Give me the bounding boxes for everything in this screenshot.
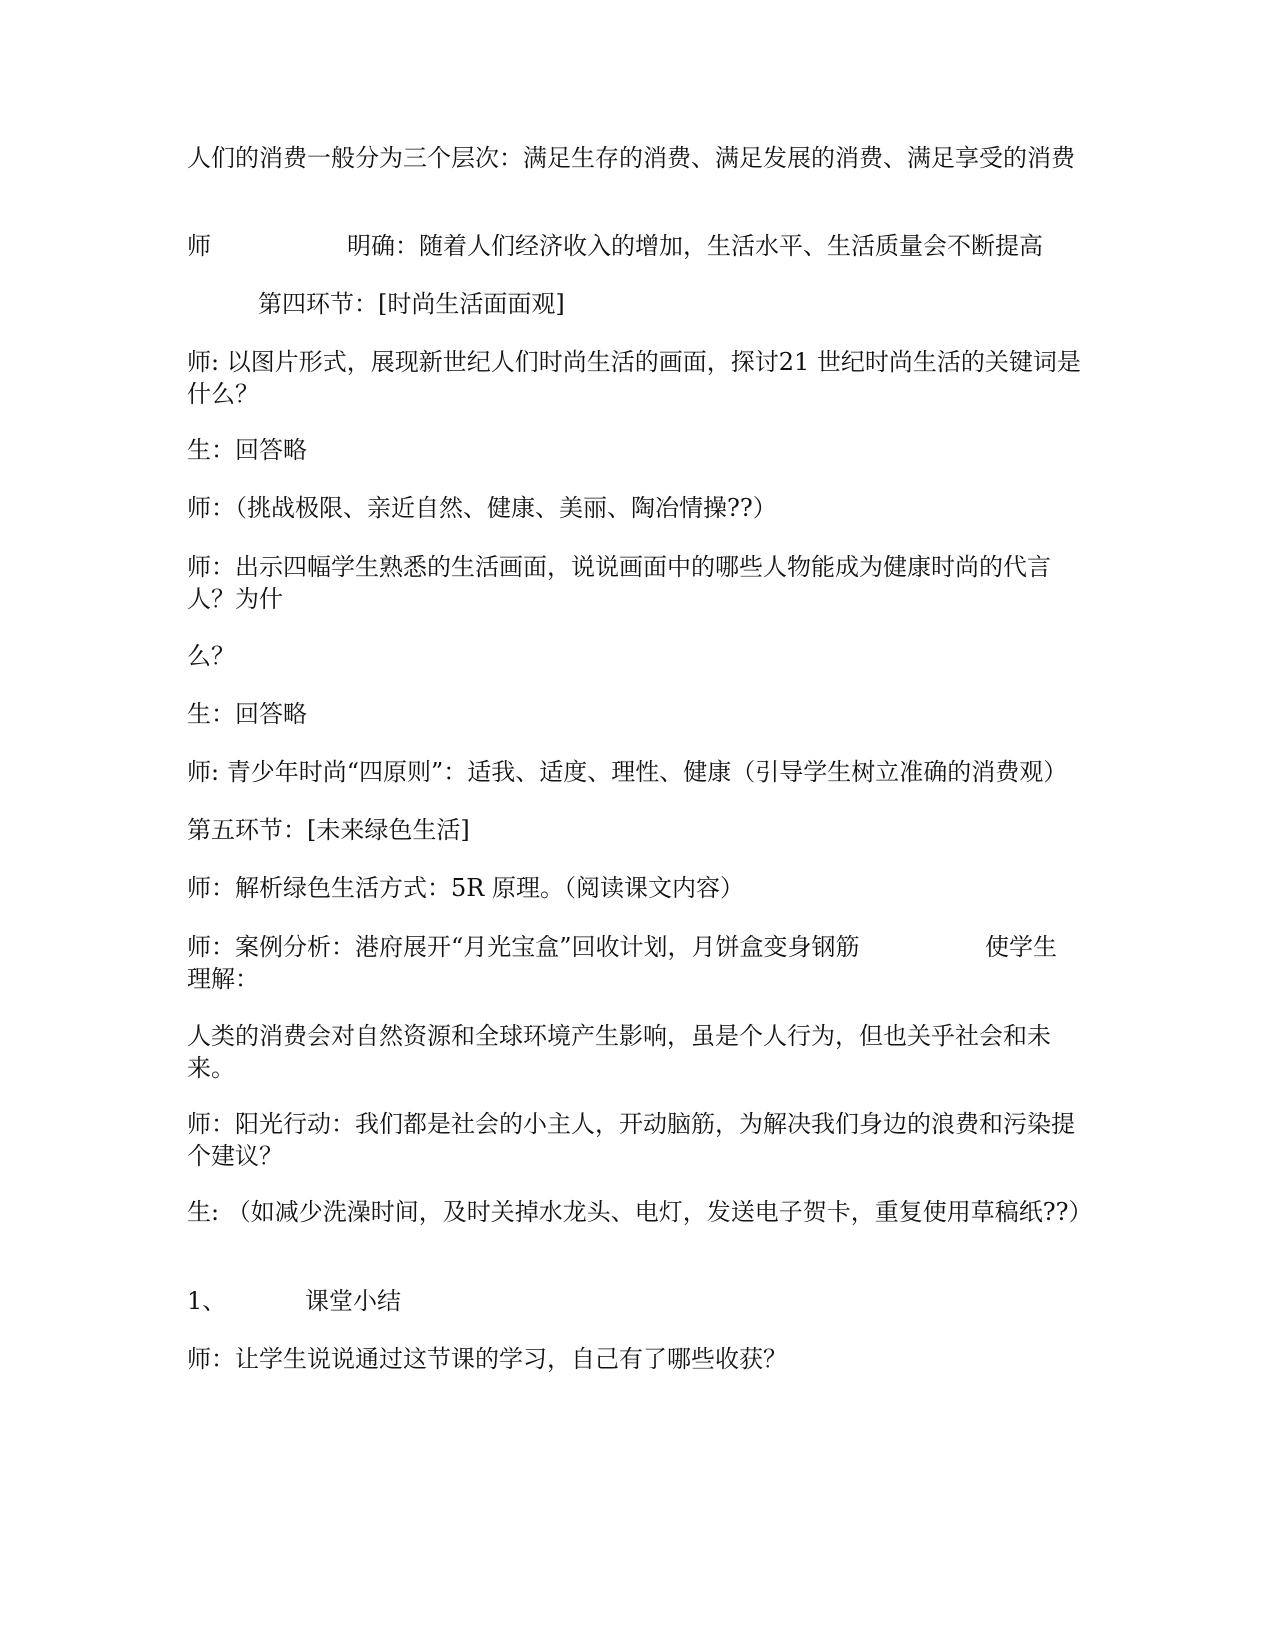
- paragraph-5r-principle: 师：解析绿色生活方式：5R 原理。（阅读课文内容）: [187, 874, 744, 902]
- paragraph-case-analysis: [187, 931, 1087, 995]
- paragraph-consumption-levels: 人们的消费一般分为三个层次：满足生存的消费、满足发展的消费、满足享受的消费: [187, 144, 1075, 172]
- section-class-summary: [187, 1285, 1087, 1317]
- summary-heading: 课堂小结: [305, 1287, 401, 1315]
- paragraph-sunshine-action: 师：阳光行动：我们都是社会的小主人，开动脑筋，为解决我们身边的浪费和污染提个建议？: [187, 1110, 1075, 1170]
- paragraph-human-consumption-impact: 人类的消费会对自然资源和全球环境产生影响，虽是个人行为，但也关乎社会和未来。: [187, 1022, 1051, 1082]
- paragraph-student-suggestions: 生: （如减少洗澡时间，及时关掉水龙头、电灯，发送电子贺卡，重复使用草稿纸??）: [187, 1198, 1093, 1226]
- section-heading-4: 第四环节：[时尚生活面面观]: [258, 290, 565, 318]
- paragraph-teacher-clarify: [187, 230, 1087, 262]
- paragraph-student-answer-2: 生：回答略: [187, 700, 307, 728]
- clarify-text: 明确：随着人们经济收入的增加，生活水平、生活质量会不断提高: [347, 232, 1043, 260]
- paragraph-why: 么？: [187, 642, 235, 670]
- speaker-label: 师: [187, 232, 211, 260]
- case-analysis-text-wrap: 理解：: [187, 965, 259, 993]
- paragraph-student-answer-1: 生：回答略: [187, 436, 307, 464]
- case-analysis-text-right: 使学生: [985, 933, 1057, 961]
- case-analysis-text: 师：案例分析：港府展开“月光宝盒”回收计划，月饼盒变身钢筋: [187, 933, 860, 961]
- paragraph-four-pictures: 师：出示四幅学生熟悉的生活画面，说说画面中的哪些人物能成为健康时尚的代言人？为什: [187, 553, 1051, 613]
- section-heading-5: 第五环节：[未来绿色生活]: [187, 816, 470, 844]
- list-number: 1、: [187, 1287, 227, 1315]
- paragraph-student-gains: 师：让学生说说通过这节课的学习，自己有了哪些收获？: [187, 1345, 787, 1373]
- paragraph-four-principles: 师: 青少年时尚“四原则”：适我、适度、理性、健康（引导学生树立准确的消费观）: [187, 758, 1068, 786]
- paragraph-fashion-keywords: 师: 以图片形式，展现新世纪人们时尚生活的画面，探讨21 世纪时尚生活的关键词是什么？: [187, 348, 1081, 408]
- paragraph-teacher-examples: 师：（挑战极限、亲近自然、健康、美丽、陶冶情操??）: [187, 494, 777, 522]
